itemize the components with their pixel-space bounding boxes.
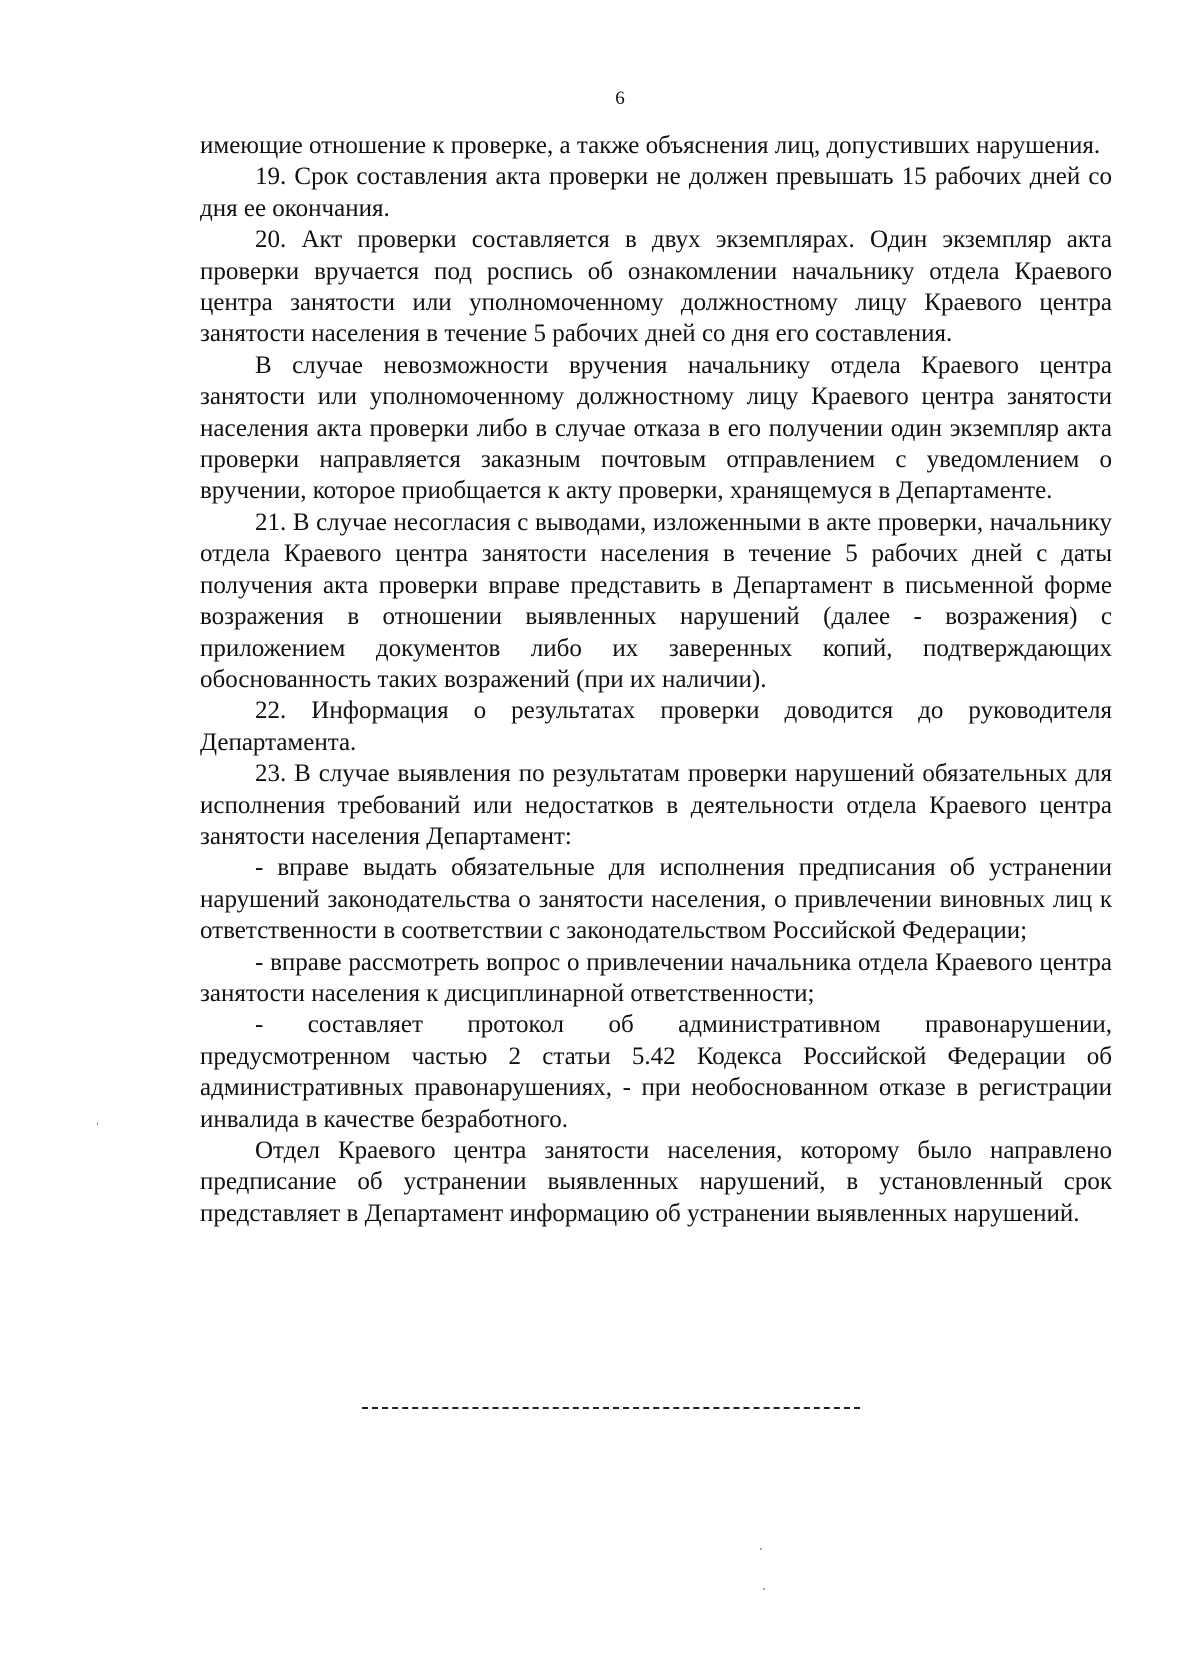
paragraph-clause-23: 23. В случае выявления по результатам проверки нарушений обязательных для исполнения требований или недостатков в деятельности отдела Краевого центра занятости населения Департамент: — [200, 760, 1112, 850]
end-of-document-rule — [362, 1407, 860, 1409]
scan-speck — [760, 1548, 762, 1550]
paragraph-clause-20: 20. Акт проверки составляется в двух экземплярах. Один экземпляр акта проверки вручается под роспись об ознакомлении начальнику отдела Краевого центра занятости или уполномоченному должностному лицу Краевого центра занятости населения в течение 5 рабочих дней со дня его составления. — [200, 226, 1112, 348]
page-number: 6 — [615, 88, 625, 109]
paragraph-clause-19: 19. Срок составления акта проверки не должен превышать 15 рабочих дней со дня ее окончания. — [200, 163, 1112, 222]
paragraph-clause-23-final: Отдел Краевого центра занятости населения, которому было направлено предписание об устранении выявленных нарушений, в установленный срок представляет в Департамент информацию об устранении выявленных нарушений. — [200, 1137, 1112, 1227]
list-item-protocol: - составляет протокол об административном правонарушении, предусмотренном частью 2 статьи 5.42 Кодекса Российской Федерации об административных правонарушениях, - при необоснованном отказе в регистрации инвалида в качестве безработного. — [200, 1011, 1112, 1133]
paragraph-continuation: имеющие отношение к проверке, а также объяснения лиц, допустивших нарушения. — [200, 132, 1101, 159]
paragraph-clause-22: 22. Информация о результатах проверки доводится до руководителя Департамента. — [200, 697, 1112, 756]
list-item-order: - вправе выдать обязательные для исполнения предписания об устранении нарушений законодательства о занятости населения, о привлечении виновных лиц к ответственности в соответствии с законодательством Российской Федерации; — [200, 854, 1112, 945]
scan-speck — [97, 1122, 98, 1125]
list-item-disciplinary: - вправе рассмотреть вопрос о привлечении начальника отдела Краевого центра занятости населения к дисциплинарной ответственности; — [200, 948, 1112, 1007]
scan-speck — [763, 1588, 765, 1590]
paragraph-clause-21: 21. В случае несогласия с выводами, изложенными в акте проверки, начальнику отдела Краевого центра занятости населения в течение 5 рабочих дней с даты получения акта проверки вправе представить в Департамент в письменной форме возражения в отношении выявленных нарушений (далее - возражения) с приложением документов либо их заверенных копий, подтверждающих обоснованность таких возражений (при их наличии). — [200, 508, 1112, 693]
document-body — [200, 130, 1112, 1229]
paragraph-clause-20-refusal: В случае невозможности вручения начальнику отдела Краевого центра занятости или уполномоченному должностному лицу Краевого центра занятости населения акта проверки либо в случае отказа в его получении один экземпляр акта проверки направляется заказным почтовым отправлением с уведомлением о вручении, которое приобщается к акту проверки, хранящемуся в Департаменте. — [200, 351, 1112, 505]
